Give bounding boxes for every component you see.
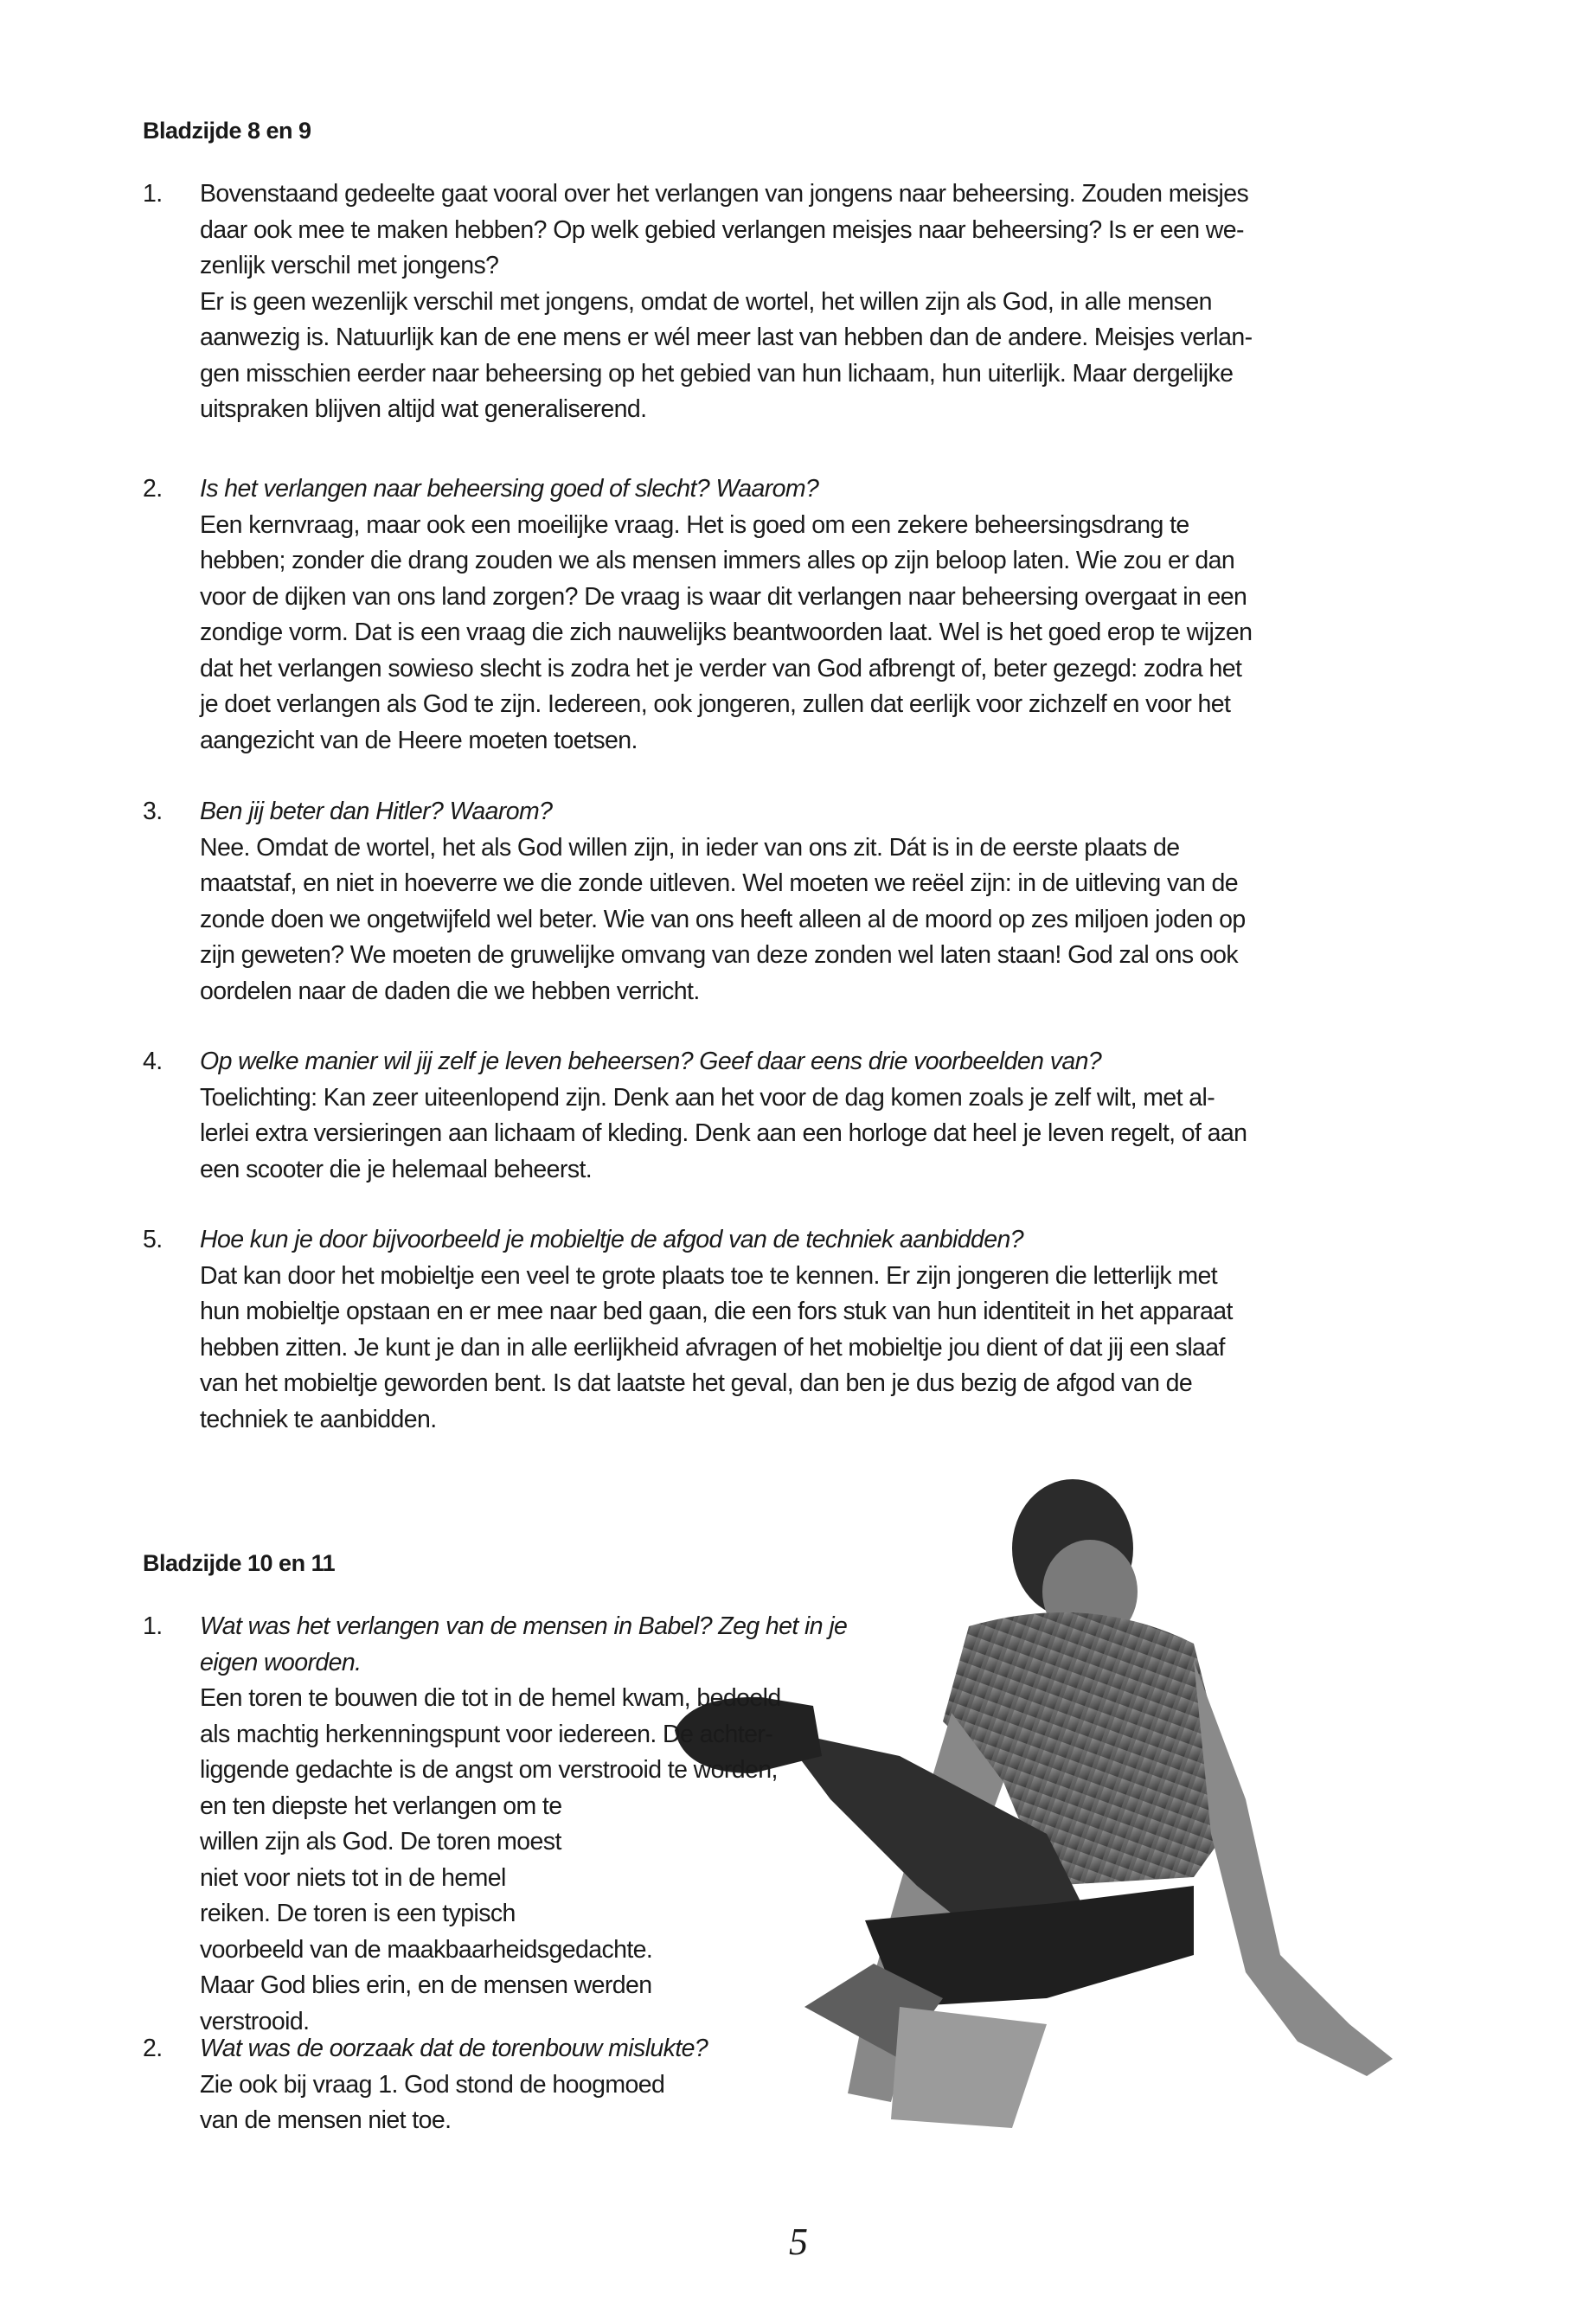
item-answer: [200, 2067, 1008, 2139]
section-title: Bladzijde 8 en 9: [143, 118, 311, 144]
text-line: je doet verlangen als God te zijn. Iedereen, ook jongeren, zullen dat eerlijk voor zichzelf en voor het: [200, 690, 1231, 718]
text-line: hebben; zonder die drang zouden we als mensen immers alles op zijn beloop laten. Wie zou er dan: [200, 547, 1235, 574]
text-line: voor de dijken van ons land zorgen? De vraag is waar dit verlangen naar beheersing overgaat in een: [200, 582, 1247, 611]
item-body: [200, 176, 1440, 428]
question-item: [143, 471, 1440, 759]
item-number: 4.: [143, 1048, 163, 1075]
question-item: [143, 1609, 1008, 2040]
text-line: maatstaf, en niet in hoeverre we die zonde uitleven. Wel moeten we reëel zijn: in de uitleving van de: [200, 869, 1238, 897]
text-line: Een kernvraag, maar ook een moeilijke vraag. Het is goed om een zekere beheersingsdrang te: [200, 510, 1189, 539]
text-line: gen misschien eerder naar beheersing op het gebied van hun lichaam, hun uiterlijk. Maar dergelijke: [200, 359, 1234, 388]
text-line: zondige vorm. Dat is een vraag die zich nauwelijks beantwoorden laat. Wel is het goed erop te wijzen: [200, 619, 1253, 646]
item-number: 1.: [143, 180, 163, 208]
text-line: Een toren te bouwen die tot in de hemel kwam, bedoeld: [200, 1684, 781, 1712]
item-question: [200, 2031, 1008, 2067]
item-number: 5.: [143, 1226, 163, 1253]
text-line: Er is geen wezenlijk verschil met jongens, omdat de wortel, het willen zijn als God, in alle mensen: [200, 287, 1212, 316]
text-line: aanwezig is. Natuurlijk kan de ene mens er wél meer last van hebben dan de andere. Meisjes verlan-: [200, 324, 1253, 351]
text-line: liggende gedachte is de angst om verstrooid te worden,: [200, 1756, 778, 1784]
text-line: daar ook mee te maken hebben? Op welk gebied verlangen meisjes naar beheersing? Is er een we-: [200, 215, 1244, 244]
item-question: [200, 1044, 1440, 1080]
question-item: [143, 176, 1440, 428]
text-line: een scooter die je helemaal beheerst.: [200, 1155, 593, 1183]
item-number: 1.: [143, 1612, 163, 1640]
text-line: Toelichting: Kan zeer uiteenlopend zijn. Denk aan het voor de dag komen zoals je zelf wilt, met al-: [200, 1083, 1215, 1112]
question-item: [143, 1222, 1440, 1438]
question-item: [143, 1044, 1440, 1188]
text-line: oordelen naar de daden die we hebben verricht.: [200, 977, 700, 1005]
text-line: verstrooid.: [200, 2007, 310, 2035]
text-line: voorbeeld van de maakbaarheidsgedachte.: [200, 1935, 653, 1964]
text-line: dat het verlangen sowieso slecht is zodra het je verder van God afbrengt of, beter gezegd: zodra het: [200, 654, 1242, 683]
text-line: uitspraken blijven altijd wat generaliserend.: [200, 395, 647, 423]
text-line: aangezicht van de Heere moeten toetsen.: [200, 726, 638, 754]
text-line: techniek te aanbidden.: [200, 1405, 437, 1433]
item-number: 2.: [143, 475, 163, 503]
text-line: hun mobieltje opstaan en er mee naar bed gaan, die een fors stuk van hun identiteit in het apparaat: [200, 1298, 1233, 1325]
text-line: en ten diepste het verlangen om te: [200, 1791, 562, 1820]
item-number: 3.: [143, 798, 163, 825]
item-question: [200, 471, 1440, 508]
item-question: [200, 1222, 1440, 1259]
text-line: Zie ook bij vraag 1. God stond de hoogmoed: [200, 2070, 665, 2099]
text-line: van het mobieltje geworden bent. Is dat laatste het geval, dan ben je dus bezig de afgod van de: [200, 1369, 1193, 1397]
text-line: hebben zitten. Je kunt je dan in alle eerlijkheid afvragen of het mobieltje jou dient of dat jij een slaaf: [200, 1333, 1225, 1362]
item-answer: [200, 830, 1440, 1010]
item-answer: [200, 1681, 1008, 2040]
question-item: [143, 2031, 1008, 2139]
question-item: [143, 794, 1440, 1009]
text-line: Op welke manier wil jij zelf je leven beheersen? Geef daar eens drie voorbeelden van?: [200, 1048, 1102, 1075]
text-line: Wat was het verlangen van de mensen in Babel? Zeg het in je: [200, 1612, 848, 1640]
text-line: Dat kan door het mobieltje een veel te grote plaats toe te kennen. Er zijn jongeren die letterlijk met: [200, 1261, 1218, 1290]
text-line: niet voor niets tot in de hemel: [200, 1863, 506, 1892]
text-line: zonde doen we ongetwijfeld wel beter. Wie van ons heeft alleen al de moord op zes miljoen joden op: [200, 905, 1246, 933]
text-line: willen zijn als God. De toren moest: [200, 1828, 561, 1856]
text-line: lerlei extra versieringen aan lichaam of kleding. Denk aan een horloge dat heel je leven regelt, of aan: [200, 1119, 1247, 1147]
page-number: 5: [789, 2221, 808, 2263]
item-answer: [200, 508, 1440, 760]
text-line: eigen woorden.: [200, 1648, 362, 1676]
text-line: zijn geweten? We moeten de gruwelijke omvang van deze zonden wel laten staan! God zal ons ook: [200, 941, 1239, 969]
section-title: Bladzijde 10 en 11: [143, 1550, 336, 1576]
text-line: Bovenstaand gedeelte gaat vooral over het verlangen van jongens naar beheersing. Zouden meisjes: [200, 180, 1249, 208]
text-line: Hoe kun je door bijvoorbeeld je mobieltje de afgod van de techniek aanbidden?: [200, 1226, 1024, 1253]
item-number: 2.: [143, 2035, 163, 2062]
text-line: Wat was de oorzaak dat de torenbouw mislukte?: [200, 2035, 708, 2062]
text-line: van de mensen niet toe.: [200, 2106, 452, 2134]
right-arm-shape: [1194, 1661, 1393, 2076]
item-question: [200, 1609, 1008, 1681]
item-question: [200, 794, 1440, 830]
text-line: als machtig herkenningspunt voor iedereen. De achter-: [200, 1720, 773, 1748]
text-line: zenlijk verschil met jongens?: [200, 252, 499, 279]
text-line: Ben jij beter dan Hitler? Waarom?: [200, 798, 553, 825]
text-line: reiken. De toren is een typisch: [200, 1900, 516, 1927]
item-answer: [200, 1259, 1440, 1439]
item-answer: [200, 1080, 1440, 1189]
text-line: Maar God blies erin, en de mensen werden: [200, 1971, 652, 1999]
text-line: Nee. Omdat de wortel, het als God willen zijn, in ieder van ons zit. Dát is in de eerste plaats de: [200, 833, 1180, 862]
text-line: Is het verlangen naar beheersing goed of slecht? Waarom?: [200, 475, 819, 503]
